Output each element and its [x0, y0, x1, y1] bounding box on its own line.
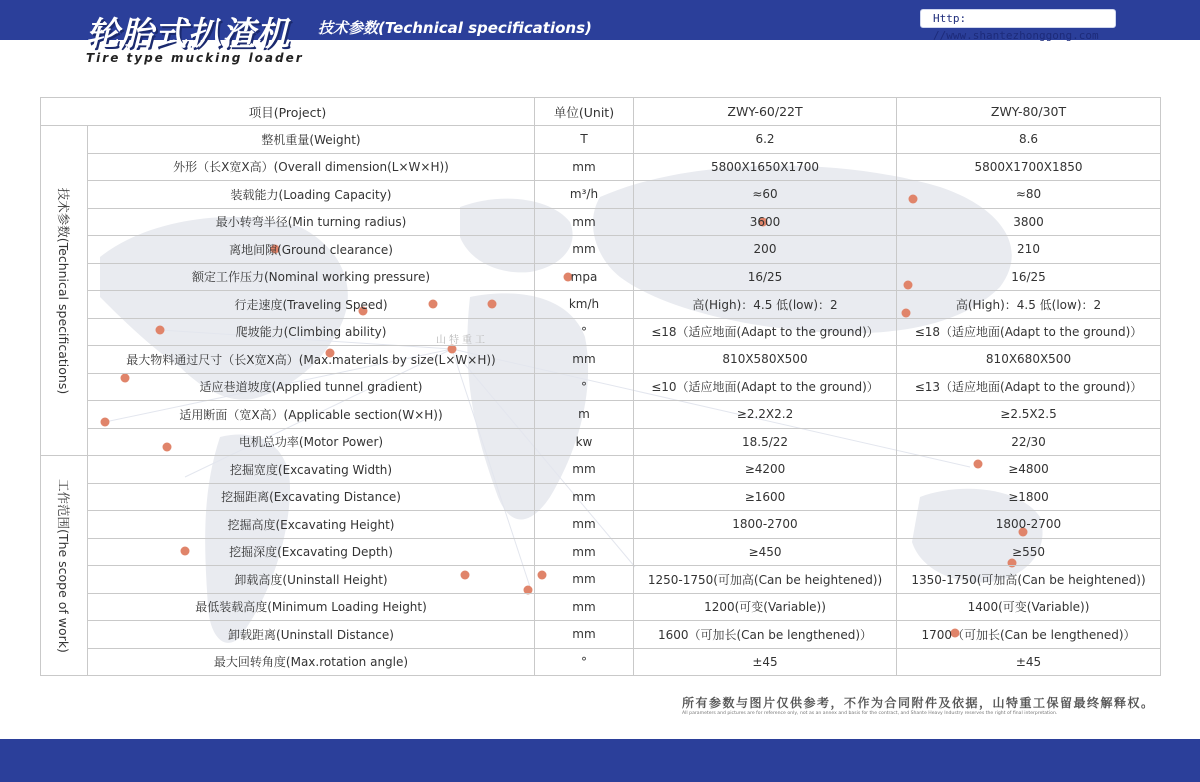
section-title: 技术参数(Technical specifications) — [318, 19, 592, 37]
model-b-value-cell: ≥4800 — [897, 456, 1161, 484]
param-name-cell: 挖掘深度(Excavating Depth) — [88, 538, 535, 566]
model-b-value-cell: ≥1800 — [897, 483, 1161, 511]
model-a-value-cell: ≥2.2X2.2 — [634, 401, 897, 429]
unit-cell: ° — [535, 648, 634, 676]
model-a-value-cell: 1800-2700 — [634, 511, 897, 539]
model-a-value-cell: ≤18（适应地面(Adapt to the ground)） — [634, 318, 897, 346]
unit-cell: kw — [535, 428, 634, 456]
table-row — [41, 456, 1161, 484]
param-name-cell: 额定工作压力(Nominal working pressure) — [88, 263, 535, 291]
group-cell — [41, 126, 88, 456]
table-row — [41, 401, 1161, 429]
param-name-cell: 挖掘宽度(Excavating Width) — [88, 456, 535, 484]
table-row — [41, 346, 1161, 374]
model-a-value-cell: ≈60 — [634, 181, 897, 209]
param-name-cell: 整机重量(Weight) — [88, 126, 535, 154]
model-a-value-cell: ±45 — [634, 648, 897, 676]
table-row — [41, 263, 1161, 291]
param-name-cell: 适应巷道坡度(Applied tunnel gradient) — [88, 373, 535, 401]
group-label: 技术参数(Technical specifications) — [56, 187, 71, 394]
unit-cell: mm — [535, 621, 634, 649]
table-row — [41, 621, 1161, 649]
table-row — [41, 593, 1161, 621]
bottom-banner — [0, 739, 1200, 782]
model-a-value-cell: 18.5/22 — [634, 428, 897, 456]
unit-cell: mm — [535, 208, 634, 236]
watermark-text: 山特重工 — [436, 335, 488, 346]
model-b-value-cell: 210 — [897, 236, 1161, 264]
table-row — [41, 483, 1161, 511]
header-unit: 单位(Unit) — [535, 98, 634, 126]
unit-cell: mm — [535, 483, 634, 511]
table-row — [41, 648, 1161, 676]
model-b-value-cell: 1400(可变(Variable)) — [897, 593, 1161, 621]
group-cell — [41, 456, 88, 676]
unit-cell: mm — [535, 346, 634, 374]
table-row — [41, 291, 1161, 319]
model-a-value-cell: ≥1600 — [634, 483, 897, 511]
param-name-cell: 最大回转角度(Max.rotation angle) — [88, 648, 535, 676]
param-name-cell: 挖掘距离(Excavating Distance) — [88, 483, 535, 511]
unit-cell: mm — [535, 456, 634, 484]
param-name-cell: 外形（长X宽X高）(Overall dimension(L×W×H)) — [88, 153, 535, 181]
model-a-value-cell: ≤10（适应地面(Adapt to the ground)） — [634, 373, 897, 401]
model-b-value-cell: 3800 — [897, 208, 1161, 236]
brand-title-cn: 轮胎式扒渣机 — [86, 14, 290, 53]
model-b-value-cell: 1700（可加长(Can be lengthened)） — [897, 621, 1161, 649]
param-name-cell: 装载能力(Loading Capacity) — [88, 181, 535, 209]
model-b-value-cell: 22/30 — [897, 428, 1161, 456]
param-name-cell: 最低装载高度(Minimum Loading Height) — [88, 593, 535, 621]
param-name-cell: 卸载距离(Uninstall Distance) — [88, 621, 535, 649]
header-project: 项目(Project) — [41, 98, 535, 126]
param-name-cell: 适用断面（宽X高）(Applicable section(W×H)) — [88, 401, 535, 429]
table-row — [41, 318, 1161, 346]
unit-cell: mpa — [535, 263, 634, 291]
table-row — [41, 208, 1161, 236]
model-a-value-cell: 高(High)：4.5 低(low)：2 — [634, 291, 897, 319]
model-a-value-cell: 1200(可变(Variable)) — [634, 593, 897, 621]
model-b-value-cell: 高(High)：4.5 低(low)：2 — [897, 291, 1161, 319]
table-row — [41, 126, 1161, 154]
param-name-cell: 电机总功率(Motor Power) — [88, 428, 535, 456]
model-b-value-cell: 1350-1750(可加高(Can be heightened)) — [897, 566, 1161, 594]
table-row — [41, 428, 1161, 456]
model-a-value-cell: 3600 — [634, 208, 897, 236]
table-header-row — [41, 98, 1161, 126]
model-b-value-cell: ±45 — [897, 648, 1161, 676]
table-row — [41, 538, 1161, 566]
model-a-value-cell: ≥4200 — [634, 456, 897, 484]
model-a-value-cell: 1250-1750(可加高(Can be heightened)) — [634, 566, 897, 594]
model-b-value-cell: ≤13（适应地面(Adapt to the ground)） — [897, 373, 1161, 401]
model-a-value-cell: 200 — [634, 236, 897, 264]
model-a-value-cell: 6.2 — [634, 126, 897, 154]
param-name-cell: 最小转弯半径(Min turning radius) — [88, 208, 535, 236]
table-row — [41, 236, 1161, 264]
unit-cell: ° — [535, 373, 634, 401]
website-url[interactable]: Http: //www.shantezhonggong.com — [920, 9, 1116, 28]
unit-cell: mm — [535, 566, 634, 594]
unit-cell: km/h — [535, 291, 634, 319]
model-a-value-cell: ≥450 — [634, 538, 897, 566]
param-name-cell: 挖掘高度(Excavating Height) — [88, 511, 535, 539]
model-a-value-cell: 5800X1650X1700 — [634, 153, 897, 181]
param-name-cell: 离地间隙(Ground clearance) — [88, 236, 535, 264]
model-a-value-cell: 16/25 — [634, 263, 897, 291]
disclaimer-cn: 所有参数与图片仅供参考，不作为合同附件及依据，山特重工保留最终解释权。 — [682, 696, 1155, 710]
table-row — [41, 566, 1161, 594]
model-b-value-cell: ≥2.5X2.5 — [897, 401, 1161, 429]
table-row — [41, 373, 1161, 401]
brand-title-en: Tire type mucking loader — [86, 51, 304, 65]
unit-cell: ° — [535, 318, 634, 346]
param-name-cell: 卸载高度(Uninstall Height) — [88, 566, 535, 594]
model-b-value-cell: 1800-2700 — [897, 511, 1161, 539]
model-a-value-cell: 1600（可加长(Can be lengthened)） — [634, 621, 897, 649]
table-row — [41, 181, 1161, 209]
param-name-cell: 最大物料通过尺寸（长X宽X高）(Max.materials by size(L×W×H)) — [88, 346, 535, 374]
model-b-value-cell: 810X680X500 — [897, 346, 1161, 374]
unit-cell: mm — [535, 236, 634, 264]
model-b-value-cell: ≥550 — [897, 538, 1161, 566]
model-b-value-cell: 8.6 — [897, 126, 1161, 154]
param-name-cell: 行走速度(Traveling Speed) — [88, 291, 535, 319]
unit-cell: mm — [535, 511, 634, 539]
model-b-value-cell: ≤18（适应地面(Adapt to the ground)） — [897, 318, 1161, 346]
unit-cell: T — [535, 126, 634, 154]
model-b-value-cell: 5800X1700X1850 — [897, 153, 1161, 181]
table-row — [41, 511, 1161, 539]
table-row — [41, 153, 1161, 181]
unit-cell: mm — [535, 538, 634, 566]
disclaimer-en: All parameters and pictures are for reference only, not as an annex and basis for the contract, and Shante Heavy Industry reserves the right of final interpretation. — [682, 711, 1058, 716]
header-model-a: ZWY-60/22T — [634, 98, 897, 126]
param-name-cell: 爬坡能力(Climbing ability) — [88, 318, 535, 346]
model-b-value-cell: ≈80 — [897, 181, 1161, 209]
unit-cell: m — [535, 401, 634, 429]
spec-table — [40, 97, 1161, 676]
model-b-value-cell: 16/25 — [897, 263, 1161, 291]
group-label: 工作范围(The scope of work) — [56, 478, 71, 653]
unit-cell: m³/h — [535, 181, 634, 209]
unit-cell: mm — [535, 593, 634, 621]
unit-cell: mm — [535, 153, 634, 181]
model-a-value-cell: 810X580X500 — [634, 346, 897, 374]
header-model-b: ZWY-80/30T — [897, 98, 1161, 126]
